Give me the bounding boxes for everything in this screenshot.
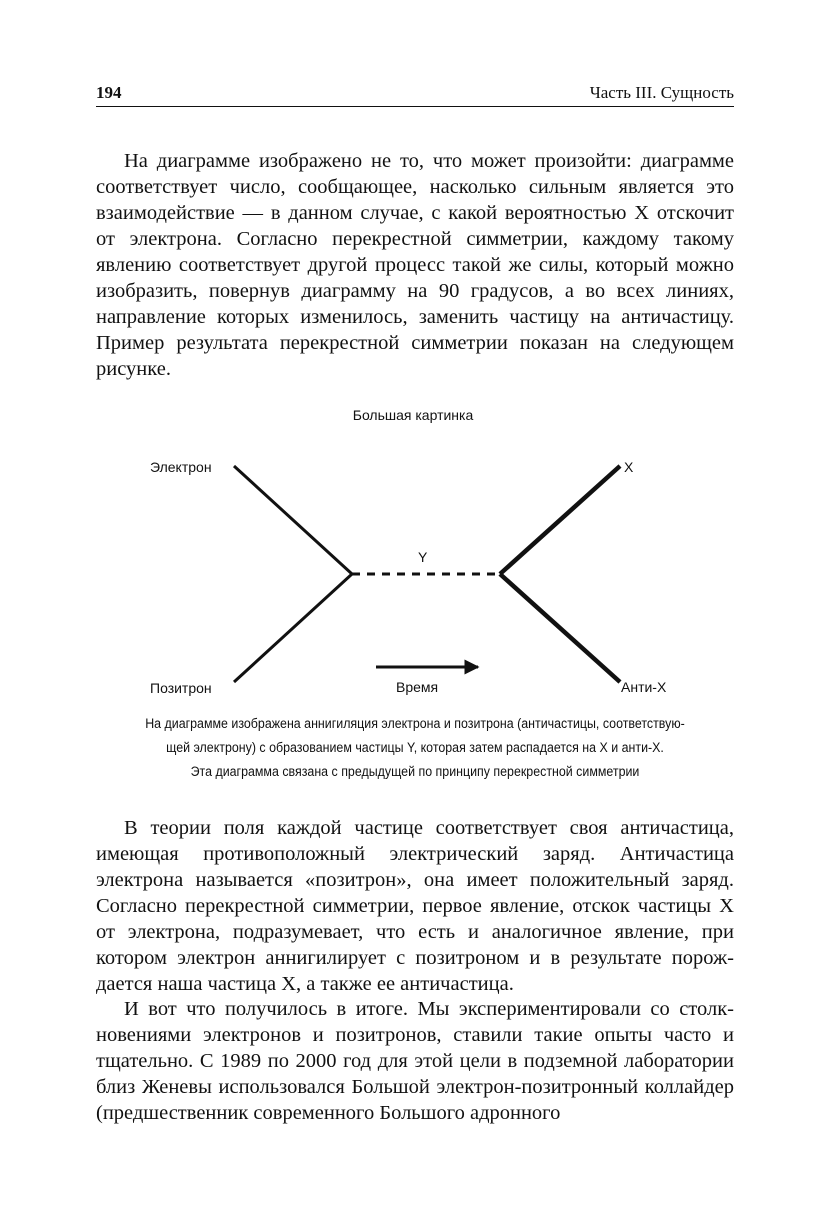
electron-line [234, 466, 352, 574]
anti-x-line [500, 574, 620, 682]
label-anti-x: Анти-X [621, 679, 667, 695]
body-paragraph-3: И вот что получилось в итоге. Мы экспериментировали со столкновениями электронов и позитронов, ставили такие опыты часто и тщательно. С 1989 по 2000 год для этой цели в подземной лаборатории близ Женевы использовался Большой электрон-позитронный коллайдер (предшественник современного Большого адронного [96, 998, 734, 1124]
figure-caption [122, 712, 709, 784]
page-number: 194 [96, 83, 122, 102]
x-line [500, 466, 620, 574]
caption-line-1: На диаграмме изображена аннигиляция электрона и позитрона (античастицы, соответствую- [145, 716, 685, 731]
running-head: Часть III. Сущность [589, 83, 734, 102]
label-positron: Позитрон [150, 680, 212, 696]
label-x: X [624, 459, 634, 475]
body-paragraph-1: На диаграмме изображено не то, что может произойти: диаграмме соответствует число, сообщающее, насколько сильным является это взаимодействие — в данном случае, с какой вероятностью X отскочит от электрона. Согласно перекрестной симметрии, каждому такому явлению соответствует другой процесс такой же силы, который можно изобразить, повернув диаграмму на 90 градусов, а во всех линиях, направление которых изменилось, заменить частицу на античастицу. Пример результата перекрестной симметрии показан на следующем рисунке. [96, 150, 734, 380]
positron-line [234, 574, 352, 682]
label-electron: Электрон [150, 459, 212, 475]
body-paragraph-2: В теории поля каждой частице соответствует своя античастица, имеющая противоположный электрический заряд. Античастица электрона называется «позитрон», она имеет положительный заряд. Согласно перекрестной симметрии, первое явление, отскок частицы X от электрона, подразумевает, что есть и аналогичное явление, при котором электрон аннигилирует с позитроном и в результате порождается наша частица X, а также ее античастица. [96, 817, 734, 995]
feynman-diagram [0, 395, 827, 705]
caption-line-3: Эта диаграмма связана с предыдущей по принципу перекрестной симметрии [190, 764, 640, 779]
label-time: Время [396, 679, 439, 695]
caption-line-2: щей электрону) с образованием частицы Y, которая затем распадается на X и анти-X. [166, 740, 664, 755]
diagram-title: Большая картинка [352, 407, 474, 423]
page-header [96, 76, 734, 107]
label-y: Y [418, 549, 428, 565]
